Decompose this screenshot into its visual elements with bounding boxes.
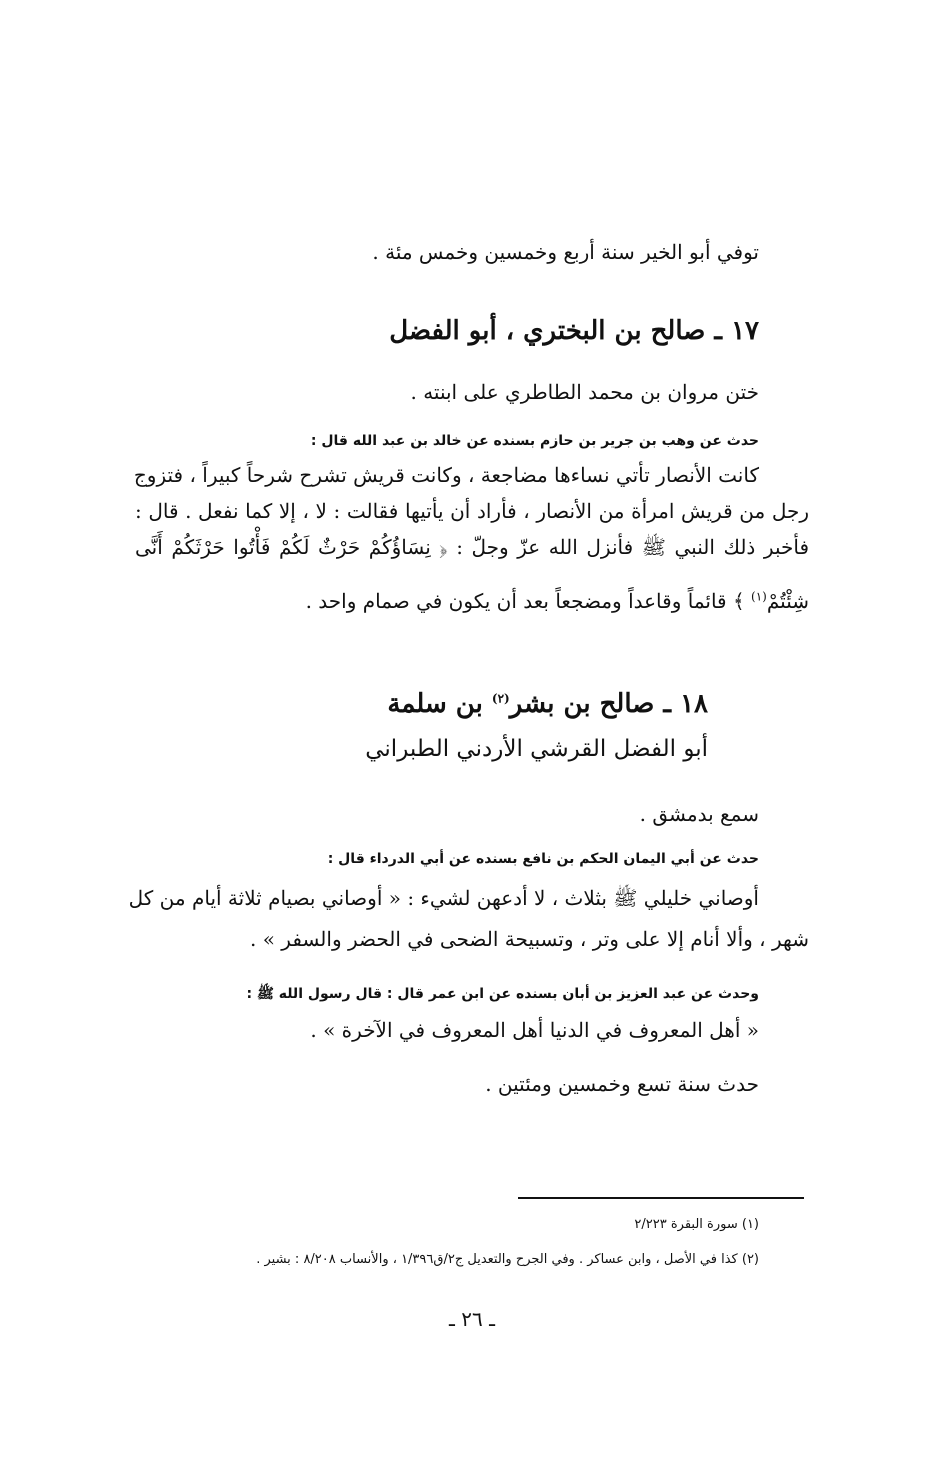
entry-18-closing: حدث سنة تسع وخمسين ومئتين .	[485, 1072, 759, 1096]
footnote-2: (٢) كذا في الأصل ، وابن عساكر . وفي الجرح والتعديل ج٢/ق١/٣٩٦ ، والأنساب ٨/٢٠٨ : بشير .	[256, 1252, 759, 1267]
entry-18-note: سمع بدمشق .	[639, 802, 759, 826]
entry-18-text-1-line-2: شهر ، وألا أنام إلا على وتر ، وتسبيحة الضحى في الحضر والسفر » .	[249, 927, 809, 951]
entry-17-note: ختن مروان بن محمد الطاطري على ابنته .	[410, 380, 759, 404]
footnote-marker-2: (٢)	[491, 691, 510, 706]
footnote-separator	[518, 1197, 804, 1199]
entry-17-text-line-2: رجل من قريش امرأة من الأنصار ، فأراد أن يأتيها فقالت : لا ، إلا كما نفعل . قال :	[135, 499, 809, 523]
entry-17-text-line-4-rest: ﴾ قائماً وقاعداً ومضجعاً بعد أن يكون في صمام واحد .	[305, 589, 752, 613]
page-number: ـ ٢٦ ـ	[449, 1307, 495, 1331]
intro-line: توفي أبو الخير سنة أربع وخمسين وخمس مئة .	[372, 240, 759, 264]
entry-17-text-line-4-start: شِئْتُمْ	[766, 589, 809, 613]
entry-17-text-line-4	[306, 587, 809, 615]
entry-18-heading-end: بن سلمة	[387, 689, 492, 719]
entry-17-isnad: حدث عن وهب بن جرير بن حازم بسنده عن خالد بن عبد الله قال :	[310, 433, 759, 449]
entry-17-text-line-1: كانت الأنصار تأتي نساءها مضاجعة ، وكانت قريش تشرح شرحاً كبيراً ، فتزوج	[133, 463, 759, 487]
entry-17-heading: ١٧ ـ صالح بن البختري ، أبو الفضل	[389, 316, 759, 346]
entry-18-subheading: أبو الفضل القرشي الأردني الطبراني	[365, 736, 708, 762]
footnote-marker-1: (١)	[751, 589, 767, 604]
entry-18-heading	[387, 686, 708, 722]
entry-18-isnad-2: وحدث عن عبد العزيز بن أبان بسنده عن ابن عمر قال : قال رسول الله ﷺ :	[246, 986, 759, 1002]
entry-18-text-2: « أهل المعروف في الدنيا أهل المعروف في الآخرة » .	[310, 1018, 759, 1042]
entry-18-heading-start: ١٨ ـ صالح بن بشر	[509, 689, 708, 719]
entry-17-text-line-3: فأخبر ذلك النبي ﷺ فأنزل الله عزّ وجلّ : ﴿ نِسَاؤُكُمْ حَرْثٌ لَكُمْ فَأْتُوا حَرْثَكُمْ أَنَّى	[135, 535, 809, 559]
entry-18-isnad-1: حدث عن أبي اليمان الحكم بن نافع بسنده عن أبي الدرداء قال :	[327, 851, 759, 867]
entry-18-text-1-line-1: أوصاني خليلي ﷺ بثلاث ، لا أدعهن لشيء : « أوصاني بصيام ثلاثة أيام من كل	[128, 886, 759, 910]
footnote-1: (١) سورة البقرة ٢/٢٢٣	[634, 1217, 759, 1232]
